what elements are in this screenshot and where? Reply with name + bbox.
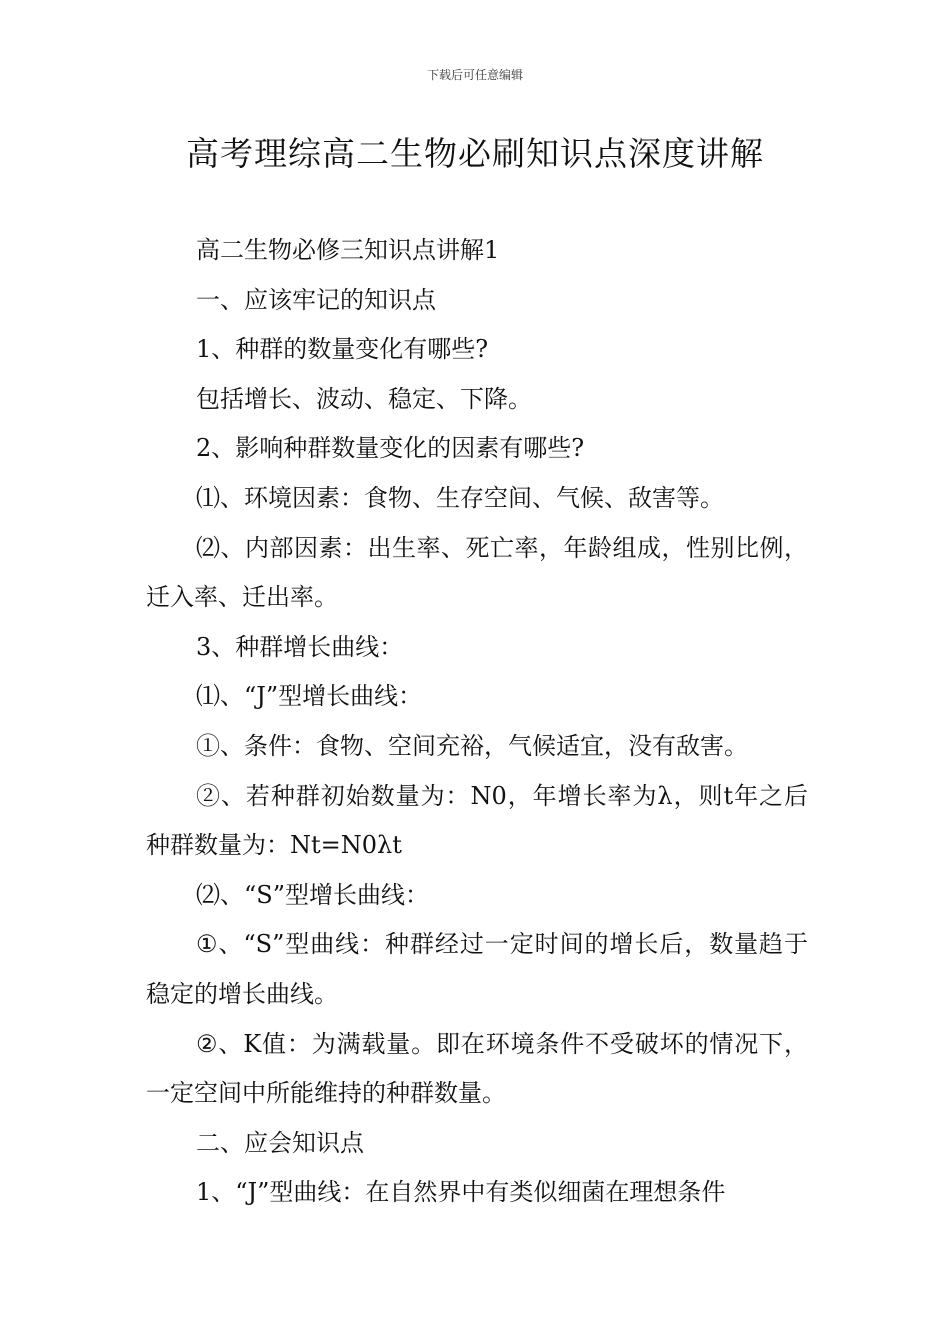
paragraph-j-curve-heading: ⑴、“J”型增长曲线： [196, 682, 423, 711]
page-header-note: 下载后可任意编辑 [426, 68, 523, 82]
paragraph-j-curve-conditions: ①、条件：食物、空间充裕，气候适宜，没有敌害。 [196, 731, 748, 760]
paragraph-j-curve-nature: 1、“J”型曲线：在自然界中有类似细菌在理想条件 [196, 1178, 726, 1207]
paragraph-environment-factors: ⑴、环境因素：食物、生存空间、气候、敌害等。 [196, 483, 724, 512]
paragraph-s-curve-heading: ⑵、“S”型增长曲线： [196, 880, 429, 909]
document-title: 高考理综高二生物必刷知识点深度讲解 [186, 134, 764, 173]
paragraph-answer-1: 包括增长、波动、稳定、下降。 [196, 384, 532, 413]
paragraph-k-value: ②、K值：为满载量。即在环境条件不受破坏的情况下，一定空间中所能维持的种群数量。 [146, 1029, 808, 1108]
document-body [146, 226, 808, 1218]
paragraph-s-curve-definition: ①、“S”型曲线：种群经过一定时间的增长后，数量趋于稳定的增长曲线。 [146, 930, 808, 1008]
paragraph-j-curve-formula: ②、若种群初始数量为：N0，年增长率为λ，则t年之后种群数量为：Nt=N0λt [146, 781, 808, 860]
paragraph-section-heading: 高二生物必修三知识点讲解1 [196, 236, 500, 264]
paragraph-growth-curve-heading: 3、种群增长曲线： [196, 632, 404, 661]
paragraph-question-1: 1、种群的数量变化有哪些? [196, 335, 489, 364]
paragraph-part-one-heading: 一、应该牢记的知识点 [196, 285, 436, 314]
paragraph-internal-factors: ⑵、内部因素：出生率、死亡率，年龄组成，性别比例，迁入率、迁出率。 [146, 533, 808, 612]
paragraph-question-2: 2、影响种群数量变化的因素有哪些? [196, 434, 585, 463]
paragraph-part-two-heading: 二、应会知识点 [196, 1128, 364, 1157]
